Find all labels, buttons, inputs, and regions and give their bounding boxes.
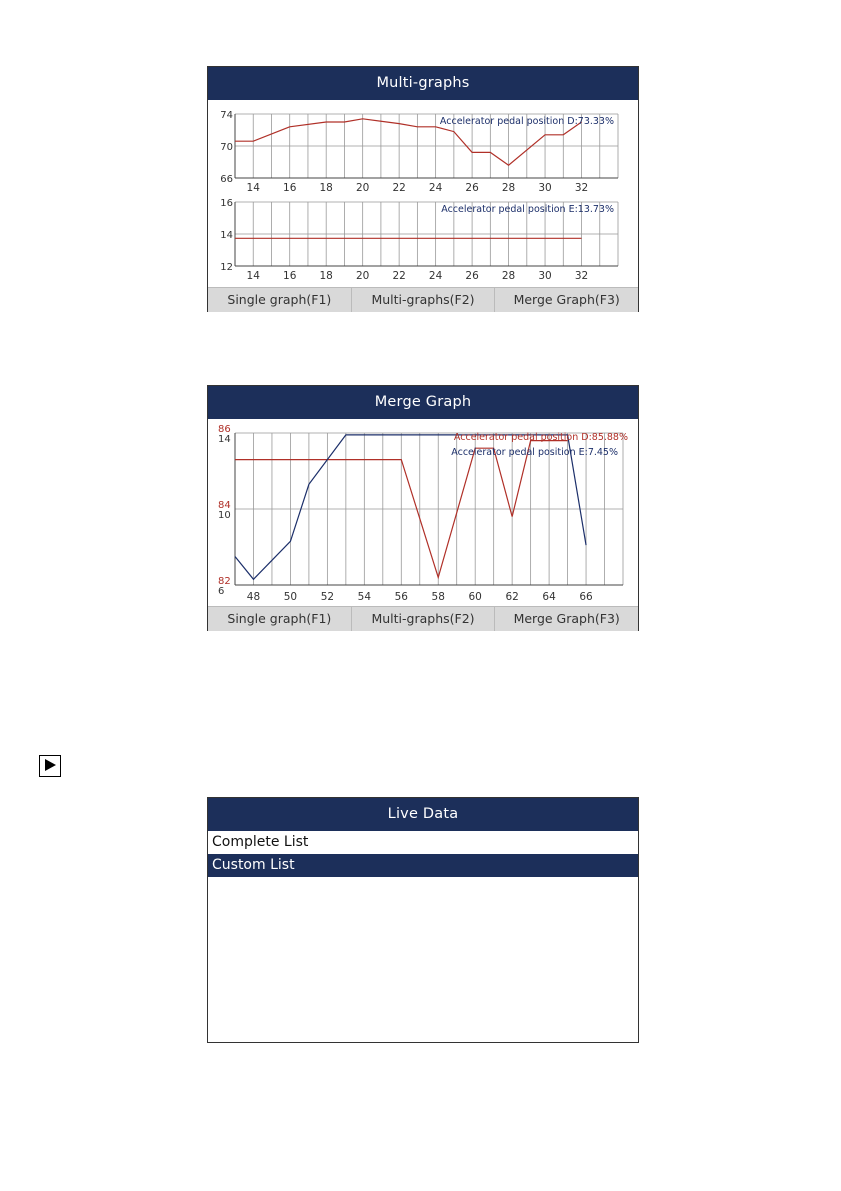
- x-tick-label: 22: [392, 182, 406, 194]
- y-right-tick-label: 10: [218, 510, 231, 521]
- y-right-tick-label: 6: [218, 586, 225, 597]
- menu-item-complete-list[interactable]: Complete List: [212, 834, 309, 850]
- x-tick-label: 26: [465, 270, 479, 282]
- x-tick-label: 22: [392, 270, 406, 282]
- x-tick-label: 30: [538, 270, 552, 282]
- x-tick-label: 16: [283, 182, 297, 194]
- y-tick-label: 16: [220, 198, 233, 209]
- y-right-tick-label: 14: [218, 434, 231, 445]
- screen-title: Multi-graphs: [208, 67, 638, 100]
- live-data-menu: [208, 831, 638, 877]
- y-left-tick-label: 86: [218, 424, 231, 435]
- legend-text-pedal-e: Accelerator pedal position E:7.45%: [451, 447, 618, 458]
- x-tick-label: 60: [468, 591, 482, 603]
- single-graph-f1-button[interactable]: Single graph(F1): [208, 288, 352, 312]
- y-tick-label: 74: [220, 110, 233, 121]
- x-tick-label: 28: [501, 182, 516, 194]
- x-tick-label: 28: [501, 270, 516, 282]
- x-tick-label: 14: [246, 270, 260, 282]
- multi-graph-chart: [208, 100, 638, 287]
- screen-title: Live Data: [208, 798, 638, 831]
- function-key-bar: [208, 606, 638, 631]
- play-icon: [39, 755, 61, 777]
- x-tick-label: 16: [283, 270, 297, 282]
- merge-graph-f3-button[interactable]: Merge Graph(F3): [513, 611, 620, 626]
- menu-item-custom-list[interactable]: Custom List: [208, 854, 638, 877]
- merge-graph-f3-button[interactable]: Merge Graph(F3): [513, 292, 620, 307]
- multi-graphs-screen: [207, 66, 639, 312]
- x-tick-label: 30: [538, 182, 552, 194]
- x-tick-label: 66: [579, 591, 593, 603]
- y-tick-label: 70: [220, 142, 233, 153]
- y-left-tick-label: 82: [218, 576, 231, 587]
- y-tick-label: 12: [220, 262, 233, 273]
- x-tick-label: 14: [246, 182, 260, 194]
- x-tick-label: 24: [428, 182, 443, 194]
- x-tick-label: 64: [542, 591, 556, 603]
- x-tick-label: 20: [355, 270, 370, 282]
- legend-text-pedal-d: Accelerator pedal position D:85.88%: [453, 432, 628, 443]
- x-tick-label: 52: [320, 591, 335, 603]
- merge-graph-screen: [207, 385, 639, 631]
- screen-title: Merge Graph: [208, 386, 638, 419]
- x-tick-label: 56: [394, 591, 408, 603]
- x-tick-label: 54: [357, 591, 372, 603]
- legend-text: Accelerator pedal position D:73.33%: [439, 116, 614, 127]
- y-tick-label: 14: [220, 230, 233, 241]
- y-tick-label: 66: [220, 174, 233, 185]
- single-graph-f1-button[interactable]: Single graph(F1): [208, 607, 352, 631]
- merge-graph-chart: [208, 419, 638, 606]
- x-tick-label: 48: [246, 591, 261, 603]
- x-tick-label: 18: [319, 182, 333, 194]
- y-left-tick-label: 84: [218, 500, 231, 511]
- x-tick-label: 32: [574, 182, 589, 194]
- multi-graphs-f2-button[interactable]: Multi-graphs(F2): [352, 607, 496, 631]
- x-tick-label: 20: [355, 182, 370, 194]
- legend-text: Accelerator pedal position E:13.73%: [441, 204, 614, 215]
- multi-graphs-f2-button[interactable]: Multi-graphs(F2): [352, 288, 496, 312]
- x-tick-label: 18: [319, 270, 333, 282]
- x-tick-label: 32: [574, 270, 589, 282]
- x-tick-label: 58: [431, 591, 445, 603]
- x-tick-label: 62: [505, 591, 519, 603]
- x-tick-label: 50: [283, 591, 298, 603]
- live-data-screen: [207, 797, 639, 1043]
- x-tick-label: 26: [465, 182, 479, 194]
- x-tick-label: 24: [428, 270, 443, 282]
- function-key-bar: [208, 287, 638, 312]
